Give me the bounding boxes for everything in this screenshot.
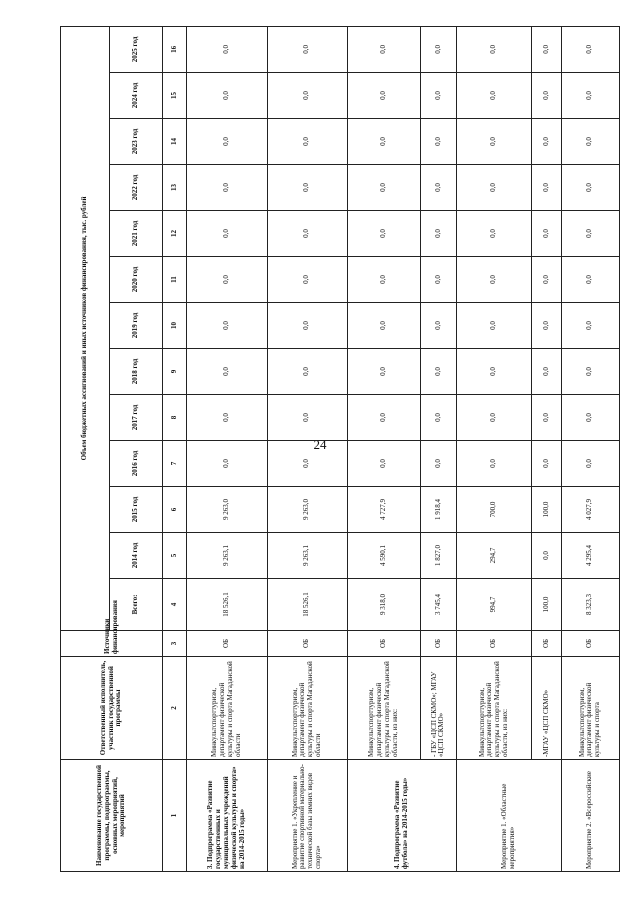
row-source-cell: ОБ (532, 631, 561, 657)
row-name-cell: 3. Подпрограмма «Развитие государственных и муниципальных учреждений физической культуры и спорта» на 2014-2015 годы» (187, 760, 267, 872)
row-year-value-cell: 0,0 (420, 257, 456, 303)
column-number: 5 (163, 533, 187, 579)
row-year-value-cell: 0,0 (420, 395, 456, 441)
row-year-value-cell: 0,0 (347, 441, 420, 487)
row-year-value-cell: 9 263,0 (187, 487, 267, 533)
column-number: 15 (163, 73, 187, 119)
row-year-value-cell: 9 263,1 (267, 533, 347, 579)
row-source-cell: ОБ (457, 631, 532, 657)
row-year-value-cell: 0,0 (457, 303, 532, 349)
row-name-cell: Мероприятие 1. «Областные мероприятия» (457, 760, 562, 872)
row-year-value-cell: 0,0 (561, 73, 619, 119)
row-year-value-cell: 1 827,0 (420, 533, 456, 579)
column-number: 10 (163, 303, 187, 349)
row-year-value-cell: 0,0 (187, 26, 267, 72)
row-source-cell: ОБ (347, 631, 420, 657)
budget-table (60, 26, 620, 872)
header-year: 2019 год (109, 303, 162, 349)
row-source-cell: ОБ (187, 631, 267, 657)
column-number-row (163, 26, 187, 871)
header-responsible: Ответственный исполнитель, участник государственной программы (61, 657, 163, 760)
row-year-value-cell: 4 727,9 (347, 487, 420, 533)
row-year-value-cell: 0,0 (561, 395, 619, 441)
row-year-value-cell: 0,0 (457, 395, 532, 441)
header-year: 2021 год (109, 211, 162, 257)
header-year: 2022 год (109, 165, 162, 211)
row-year-value-cell: 0,0 (561, 349, 619, 395)
row-year-value-cell: 0,0 (532, 119, 561, 165)
row-responsible-cell: Минкультспорттуризм, департамент физической культуры и спорта Магаданской области, из них: (347, 657, 420, 760)
header-year: 2017 год (109, 395, 162, 441)
table-row (532, 26, 561, 871)
row-total-cell: 3 745,4 (420, 579, 456, 631)
row-year-value-cell: 0,0 (267, 73, 347, 119)
row-source-cell: ОБ (561, 631, 619, 657)
row-year-value-cell: 0,0 (267, 349, 347, 395)
row-year-value-cell: 0,0 (532, 303, 561, 349)
row-year-value-cell: 0,0 (532, 441, 561, 487)
row-responsible-cell: Минкультспорттуризм, департамент физической культуры и спорта Магаданской области (267, 657, 347, 760)
row-year-value-cell: 0,0 (267, 165, 347, 211)
row-year-value-cell: 0,0 (347, 303, 420, 349)
row-year-value-cell: 0,0 (561, 211, 619, 257)
row-year-value-cell: 0,0 (420, 303, 456, 349)
column-number: 8 (163, 395, 187, 441)
rotated-table-inner (60, 27, 620, 872)
row-year-value-cell: 0,0 (187, 395, 267, 441)
row-year-value-cell: 0,0 (267, 211, 347, 257)
row-year-value-cell: 0,0 (561, 26, 619, 72)
column-number: 16 (163, 26, 187, 72)
row-year-value-cell: 0,0 (532, 533, 561, 579)
row-year-value-cell: 0,0 (187, 257, 267, 303)
row-year-value-cell: 0,0 (561, 303, 619, 349)
row-year-value-cell: 0,0 (561, 441, 619, 487)
column-number: 11 (163, 257, 187, 303)
row-year-value-cell: 0,0 (187, 165, 267, 211)
row-total-cell: 18 526,1 (267, 579, 347, 631)
row-year-value-cell: 100,0 (532, 487, 561, 533)
row-name-cell: 4. Подпрограмма «Развитие футбола» на 2014-2015 годы» (347, 760, 456, 872)
row-year-value-cell: 0,0 (187, 73, 267, 119)
row-year-value-cell: 0,0 (420, 165, 456, 211)
row-year-value-cell: 0,0 (347, 395, 420, 441)
row-year-value-cell: 0,0 (532, 349, 561, 395)
row-year-value-cell: 0,0 (267, 303, 347, 349)
row-year-value-cell: 0,0 (457, 441, 532, 487)
row-year-value-cell: 0,0 (532, 395, 561, 441)
row-year-value-cell: 0,0 (457, 26, 532, 72)
header-year: 2016 год (109, 441, 162, 487)
row-name-cell: Мероприятие 1. «Укрепление и развитие спортивной материально-технической базы зимних видов спорта» (267, 760, 347, 872)
row-responsible-cell: - ГБУ «ЦСП СКМО»; МГАУ «ЦСП СКМО» (420, 657, 456, 760)
row-year-value-cell: 0,0 (457, 349, 532, 395)
row-year-value-cell: 9 263,0 (267, 487, 347, 533)
row-source-cell: ОБ (267, 631, 347, 657)
row-total-cell: 100,0 (532, 579, 561, 631)
row-year-value-cell: 0,0 (187, 119, 267, 165)
row-year-value-cell: 0,0 (187, 303, 267, 349)
column-number: 3 (163, 631, 187, 657)
header-year: 2024 год (109, 73, 162, 119)
row-total-cell: 9 318,0 (347, 579, 420, 631)
row-year-value-cell: 0,0 (532, 211, 561, 257)
row-year-value-cell: 0,0 (457, 119, 532, 165)
row-year-value-cell: 0,0 (457, 211, 532, 257)
row-year-value-cell: 0,0 (347, 73, 420, 119)
table-row (457, 26, 532, 871)
table-row (420, 26, 456, 871)
row-year-value-cell: 0,0 (457, 73, 532, 119)
table-row (347, 26, 420, 871)
row-responsible-cell: Минкультспорттуризм, департамент физической культуры и спорта Магаданской области, из них: (457, 657, 532, 760)
header-total: Всего: (109, 579, 162, 631)
column-number: 2 (163, 657, 187, 760)
row-year-value-cell: 0,0 (420, 441, 456, 487)
column-number: 6 (163, 487, 187, 533)
row-year-value-cell: 0,0 (187, 441, 267, 487)
table-row (561, 26, 619, 871)
row-year-value-cell: 0,0 (347, 165, 420, 211)
row-year-value-cell: 0,0 (267, 119, 347, 165)
row-year-value-cell: 0,0 (267, 257, 347, 303)
row-year-value-cell: 0,0 (532, 26, 561, 72)
header-source: Источники финансирования (61, 631, 163, 657)
row-responsible-cell: -МГАУ «ЦСП СКМО» (532, 657, 561, 760)
table-row (187, 26, 267, 871)
row-year-value-cell: 0,0 (561, 119, 619, 165)
row-name-cell: Мероприятие 2. «Всероссийские (561, 760, 619, 872)
header-year: 2020 год (109, 257, 162, 303)
page-number: 24 (313, 437, 327, 452)
row-year-value-cell: 4 295,4 (561, 533, 619, 579)
row-year-value-cell: 1 918,4 (420, 487, 456, 533)
rotated-table-wrapper (60, 27, 620, 872)
column-number: 7 (163, 441, 187, 487)
row-year-value-cell: 0,0 (347, 26, 420, 72)
row-year-value-cell: 9 263,1 (187, 533, 267, 579)
table-body (187, 26, 620, 871)
row-year-value-cell: 0,0 (347, 349, 420, 395)
row-year-value-cell: 0,0 (420, 349, 456, 395)
row-year-value-cell: 0,0 (420, 73, 456, 119)
row-year-value-cell: 4 590,1 (347, 533, 420, 579)
row-year-value-cell: 0,0 (347, 211, 420, 257)
row-year-value-cell: 0,0 (187, 349, 267, 395)
column-number: 9 (163, 349, 187, 395)
row-year-value-cell: 294,7 (457, 533, 532, 579)
row-responsible-cell: Минкультспорттуризм, департамент физической культуры и спорта Магаданской области (187, 657, 267, 760)
header-year: 2018 год (109, 349, 162, 395)
row-year-value-cell: 0,0 (561, 165, 619, 211)
header-name: Наименование государственной программы, подпрограммы, основных мероприятий, мероприятий (61, 760, 163, 872)
row-year-value-cell: 0,0 (347, 119, 420, 165)
header-volume: Объем бюджетных ассигнований и иных источников финансирования, тыс. рублей (61, 26, 110, 630)
row-year-value-cell: 0,0 (267, 441, 347, 487)
header-year: 2025 год (109, 26, 162, 72)
row-year-value-cell: 0,0 (532, 257, 561, 303)
row-total-cell: 994,7 (457, 579, 532, 631)
header-year: 2023 год (109, 119, 162, 165)
row-year-value-cell: 700,0 (457, 487, 532, 533)
row-year-value-cell: 0,0 (347, 257, 420, 303)
row-year-value-cell: 0,0 (267, 26, 347, 72)
header-year: 2014 год (109, 533, 162, 579)
row-year-value-cell: 0,0 (420, 211, 456, 257)
column-number: 4 (163, 579, 187, 631)
row-responsible-cell: Минкультспорттуризм, департамент физической культуры и спорта (561, 657, 619, 760)
row-year-value-cell: 0,0 (420, 119, 456, 165)
column-number: 12 (163, 211, 187, 257)
table-row (267, 26, 347, 871)
column-number: 13 (163, 165, 187, 211)
row-year-value-cell: 0,0 (532, 165, 561, 211)
row-year-value-cell: 0,0 (532, 73, 561, 119)
row-year-value-cell: 0,0 (457, 165, 532, 211)
row-total-cell: 18 526,1 (187, 579, 267, 631)
header-year: 2015 год (109, 487, 162, 533)
row-year-value-cell: 0,0 (420, 26, 456, 72)
row-total-cell: 8 323,3 (561, 579, 619, 631)
row-year-value-cell: 0,0 (187, 211, 267, 257)
column-number: 1 (163, 760, 187, 872)
row-year-value-cell: 0,0 (457, 257, 532, 303)
row-source-cell: ОБ (420, 631, 456, 657)
row-year-value-cell: 0,0 (561, 257, 619, 303)
row-year-value-cell: 4 027,9 (561, 487, 619, 533)
column-number: 14 (163, 119, 187, 165)
row-year-value-cell: 0,0 (267, 395, 347, 441)
